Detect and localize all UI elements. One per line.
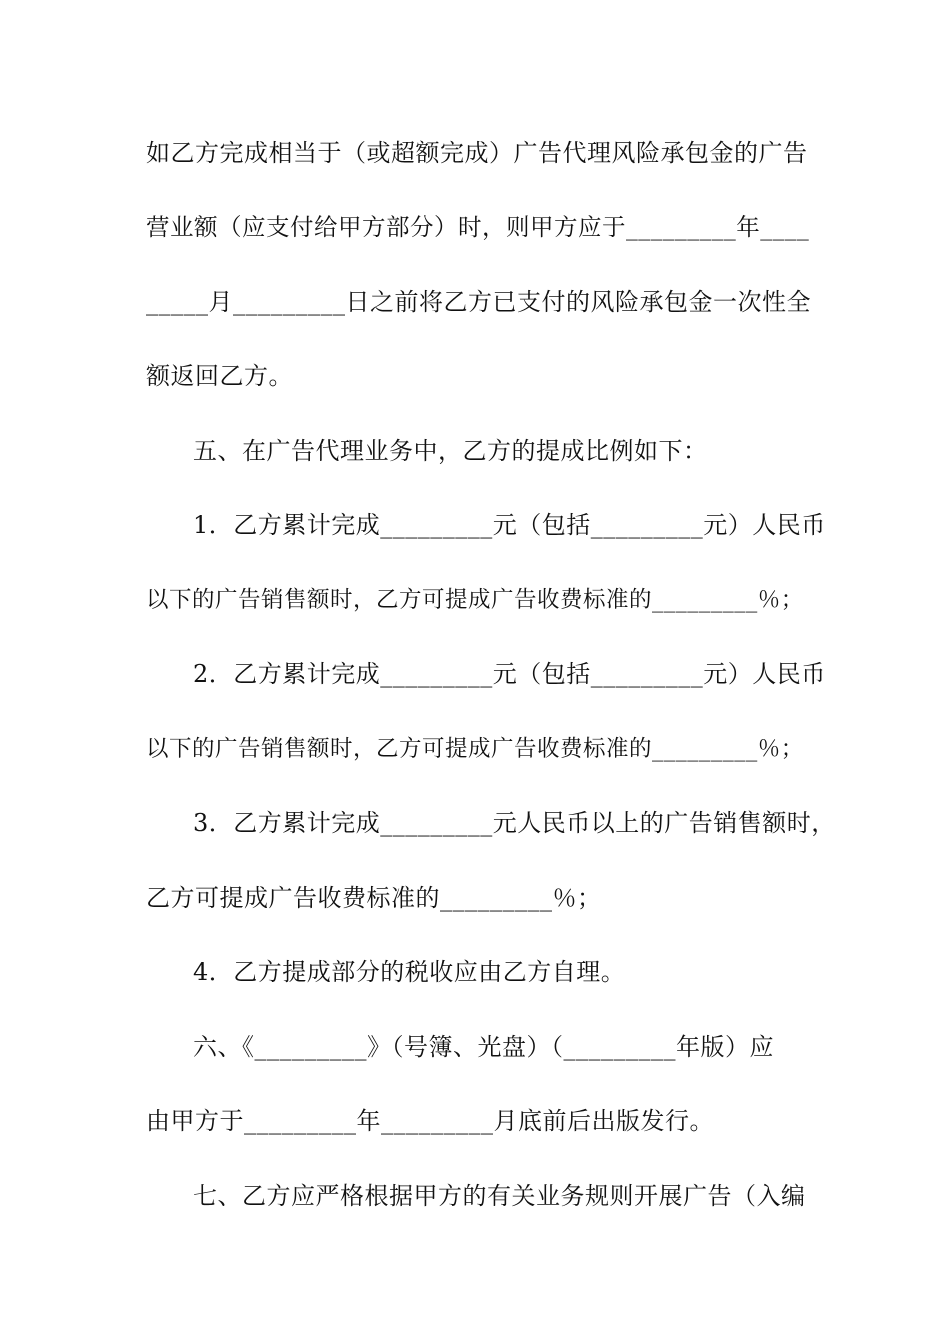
item-1-line-1: 1．乙方累计完成_________元（包括_________元）人民币: [193, 511, 826, 539]
section-six-line-2: 由甲方于_________年_________月底前后出版发行。: [146, 1107, 714, 1135]
section-six-line-1: 六、《_________》（号簿、光盘）（_________年版）应: [193, 1033, 774, 1061]
item-1-line-2: 以下的广告销售额时，乙方可提成广告收费标准的_________％；: [146, 587, 804, 613]
paragraph-line-2: 营业额（应支付给甲方部分）时，则甲方应于_________年____: [146, 213, 810, 241]
item-3-line-1: 3．乙方累计完成_________元人民币以上的广告销售额时，: [193, 809, 836, 837]
section-five-heading: 五、在广告代理业务中，乙方的提成比例如下：: [193, 437, 708, 465]
paragraph-line-4: 额返回乙方。: [146, 362, 293, 390]
item-3-line-2: 乙方可提成广告收费标准的_________％；: [146, 884, 602, 912]
item-2-line-1: 2．乙方累计完成_________元（包括_________元）人民币: [193, 660, 826, 688]
paragraph-line-1: 如乙方完成相当于（或超额完成）广告代理风险承包金的广告: [146, 139, 808, 167]
section-seven-line-1: 七、乙方应严格根据甲方的有关业务规则开展广告（入编: [193, 1182, 806, 1210]
paragraph-line-3: _____月_________日之前将乙方已支付的风险承包金一次性全: [146, 288, 811, 316]
item-2-line-2: 以下的广告销售额时，乙方可提成广告收费标准的_________％；: [146, 736, 804, 762]
item-4-line: 4．乙方提成部分的税收应由乙方自理。: [193, 958, 626, 986]
